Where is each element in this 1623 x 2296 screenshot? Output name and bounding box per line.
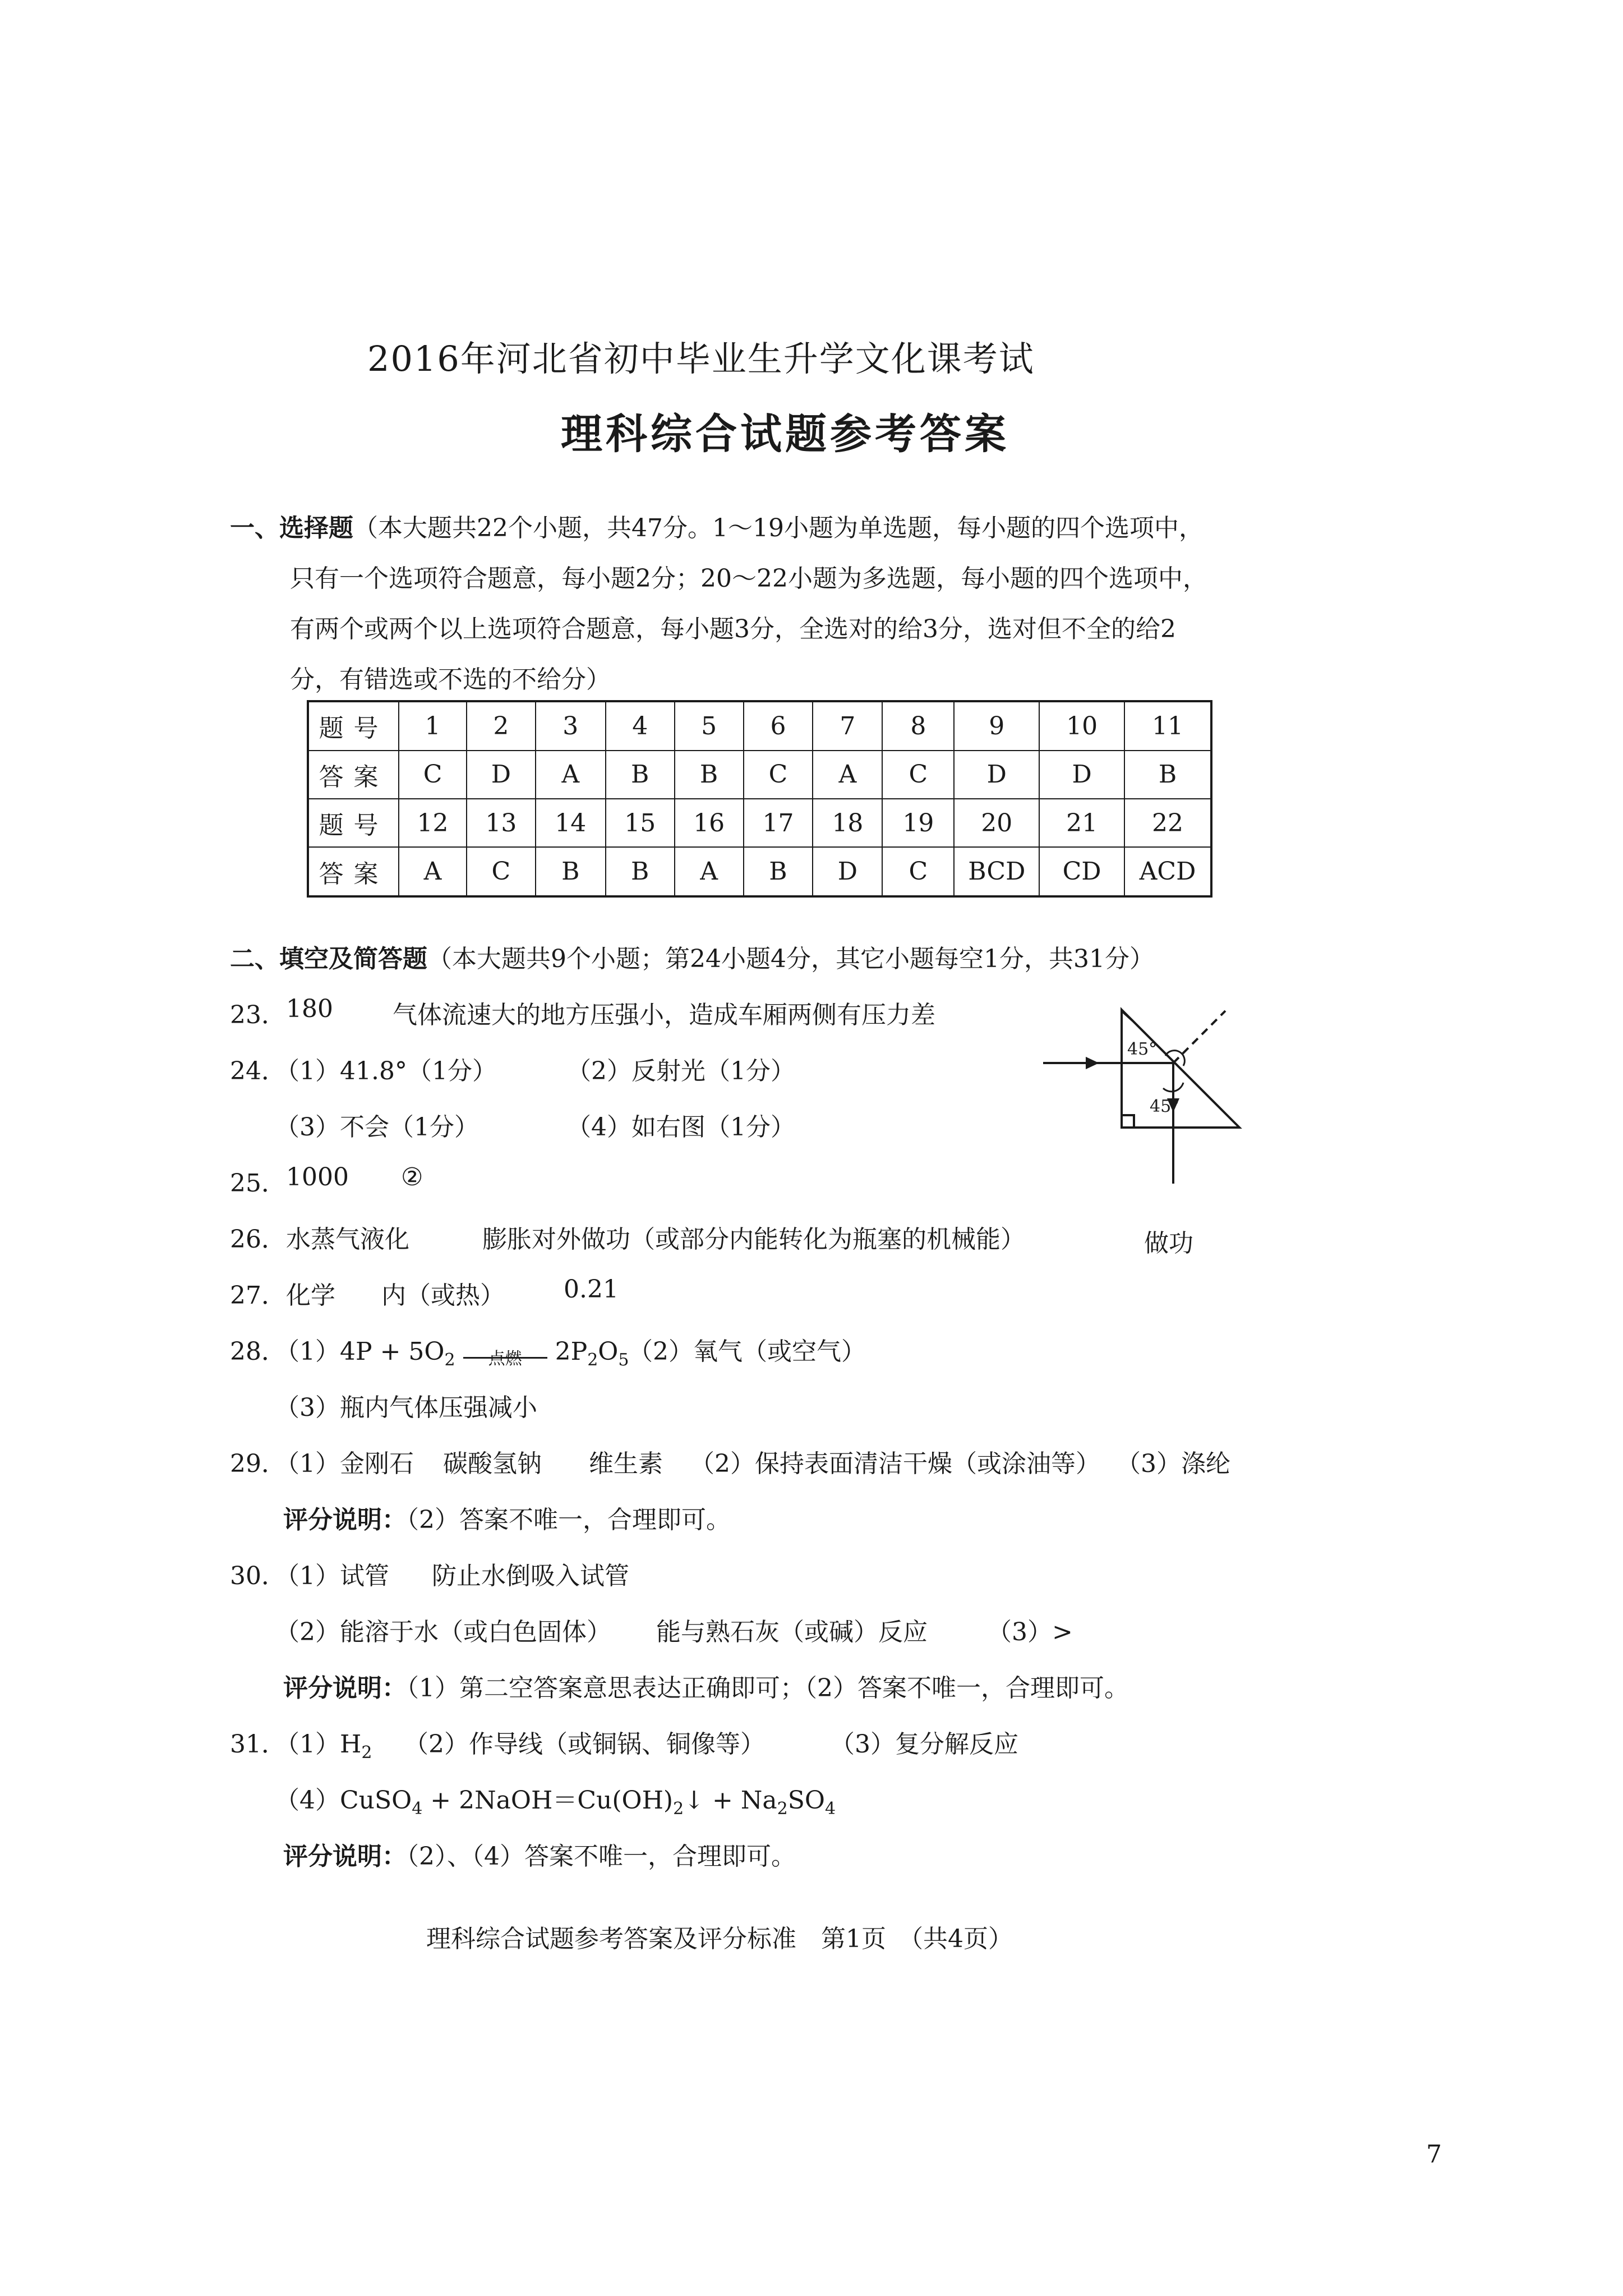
question-number: 11 <box>1124 701 1211 751</box>
question-number: 10 <box>1039 701 1124 751</box>
note-label: 评分说明： <box>283 1506 407 1534</box>
section1-text-1: （本大题共22个小题，共47分。1～19小题为单选题，每小题的四个选项中， <box>353 514 1204 542</box>
q26-answer-2: 膨胀对外做功（或部分内能转化为瓶塞的机械能） <box>482 1225 1025 1254</box>
subscript: 4 <box>824 1798 836 1819</box>
answer-cell: A <box>675 847 744 896</box>
q27-number: 27． <box>230 1281 286 1310</box>
answer-cell: C <box>882 847 954 896</box>
q31-note <box>283 1836 796 1872</box>
q27-answer-3: 0.21 <box>564 1275 619 1304</box>
q31-part3: （3）复分解反应 <box>830 1730 1018 1759</box>
q28-part3: （3）瓶内气体压强减小 <box>275 1393 537 1422</box>
section2-heading: 二、填空及简答题 <box>230 945 427 973</box>
question-number: 7 <box>813 701 882 751</box>
q30-part1b: 防止水倒吸入试管 <box>432 1562 629 1590</box>
eq-part: （4）CuSO <box>275 1786 412 1815</box>
question-number: 4 <box>606 701 675 751</box>
q29-number: 29． <box>230 1450 286 1478</box>
answer-cell: BCD <box>954 847 1039 896</box>
page-footer: 理科综合试题参考答案及评分标准 第1页 （共4页） <box>426 1925 1013 1953</box>
q29-part1c: 维生素 <box>589 1450 663 1478</box>
q24-part3: （3）不会（1分） <box>275 1113 479 1142</box>
q24-number: 24． <box>230 1057 286 1085</box>
question-number: 9 <box>954 701 1039 751</box>
note-text: （2）答案不唯一，合理即可。 <box>407 1506 731 1534</box>
question-number: 19 <box>882 799 954 847</box>
question-number: 22 <box>1124 799 1211 847</box>
question-number: 21 <box>1039 799 1124 847</box>
question-number: 5 <box>675 701 744 751</box>
prism-diagram <box>1043 1004 1256 1195</box>
answer-cell: D <box>467 751 536 799</box>
subscript: 5 <box>618 1350 629 1370</box>
q26-answer-1: 水蒸气液化 <box>286 1225 409 1254</box>
answer-cell: ACD <box>1124 847 1211 896</box>
section1-heading: 一、选择题 <box>230 514 353 542</box>
answer-cell: B <box>606 751 675 799</box>
subscript: 2 <box>587 1350 598 1370</box>
answer-cell: C <box>399 751 467 799</box>
subscript: 2 <box>361 1742 372 1763</box>
q29-part1b: 碳酸氢钠 <box>443 1450 542 1478</box>
answer-cell: B <box>675 751 744 799</box>
question-number: 15 <box>606 799 675 847</box>
question-number: 12 <box>399 799 467 847</box>
q27-answer-2: 内（或热） <box>381 1281 505 1310</box>
row-label: 题号 <box>308 799 399 847</box>
answer-cell: C <box>744 751 813 799</box>
section1-line1 <box>230 508 1204 544</box>
subscript: 2 <box>777 1798 788 1819</box>
q30-part2: （2）能溶于水（或白色固体） <box>275 1618 611 1646</box>
answer-cell: A <box>399 847 467 896</box>
question-number: 20 <box>954 799 1039 847</box>
question-number: 18 <box>813 799 882 847</box>
q24-part1: （1）41.8°（1分） <box>275 1057 497 1085</box>
question-number: 3 <box>536 701 606 751</box>
q24-part4: （4）如右图（1分） <box>566 1113 795 1142</box>
answer-cell: C <box>882 751 954 799</box>
answer-cell: A <box>813 751 882 799</box>
equation-reactants: （1）4P + 5O <box>275 1337 445 1366</box>
reaction-condition <box>463 1349 547 1370</box>
q28-part2: （2）氧气（或空气） <box>628 1337 866 1366</box>
q30-note <box>283 1668 1129 1704</box>
q29-part2: （2）保持表面清洁干燥（或涂油等） <box>690 1450 1100 1478</box>
subscript: 2 <box>444 1350 455 1370</box>
section1-text-2: 只有一个选项符合题意，每小题2分；20～22小题为多选题，每小题的四个选项中， <box>290 564 1207 593</box>
answer-cell: CD <box>1039 847 1124 896</box>
prism-triangle <box>1122 1010 1239 1128</box>
q23-answer-1: 180 <box>286 995 333 1023</box>
q23-answer-2: 气体流速大的地方压强小，造成车厢两侧有压力差 <box>393 1001 935 1029</box>
q31-part1 <box>275 1724 372 1763</box>
answer-cell: B <box>744 847 813 896</box>
note-label: 评分说明： <box>283 1842 407 1871</box>
answer-cell: B <box>536 847 606 896</box>
section2-desc: （本大题共9个小题；第24小题4分，其它小题每空1分，共31分） <box>427 945 1154 973</box>
q31-number: 31． <box>230 1730 286 1759</box>
q31-part2: （2）作导线（或铜锅、铜像等） <box>404 1730 765 1759</box>
q25-answer-1: 1000 <box>286 1163 349 1191</box>
q30-number: 30． <box>230 1562 286 1590</box>
question-number: 16 <box>675 799 744 847</box>
q29-part3: （3）涤纶 <box>1116 1450 1230 1478</box>
q23-number: 23． <box>230 1001 286 1029</box>
eq-part: + 2NaOH＝Cu(OH) <box>422 1786 674 1815</box>
note-text: （2）、（4）答案不唯一，合理即可。 <box>407 1842 796 1871</box>
q29-part1: （1）金刚石 <box>275 1450 414 1478</box>
question-number: 1 <box>399 701 467 751</box>
answer-cell: D <box>954 751 1039 799</box>
table-row <box>308 799 1211 847</box>
row-label: 题号 <box>308 701 399 751</box>
eq-part: SO <box>787 1786 825 1815</box>
answer-cell: B <box>1124 751 1211 799</box>
answer-table <box>307 700 1212 898</box>
q26-answer-3: 做功 <box>1144 1229 1193 1258</box>
page-number: 7 <box>1426 2140 1442 2169</box>
q26-number: 26． <box>230 1225 286 1254</box>
row-label: 答案 <box>308 751 399 799</box>
table-row <box>308 701 1211 751</box>
exam-title: 2016年河北省初中毕业生升学文化课考试 <box>367 338 1035 379</box>
answer-cell: C <box>467 847 536 896</box>
section1-text-4: 分，有错选或不选的不给分） <box>290 665 611 694</box>
section1-text-3: 有两个或两个以上选项符合题意，每小题3分，全选对的给3分，选对但不全的给2 <box>290 615 1176 643</box>
table-row <box>308 751 1211 799</box>
q30-part1: （1）试管 <box>275 1562 389 1590</box>
answer-title: 理科综合试题参考答案 <box>561 410 1009 458</box>
equation-product: 2P <box>555 1337 588 1366</box>
answer-cell: A <box>536 751 606 799</box>
right-angle-mark <box>1122 1115 1134 1128</box>
q29-note <box>283 1499 731 1535</box>
note-text: （1）第二空答案意思表达正确即可；（2）答案不唯一，合理即可。 <box>407 1674 1129 1703</box>
eq-part: ↓ + Na <box>684 1786 777 1815</box>
question-number: 6 <box>744 701 813 751</box>
answer-cell: B <box>606 847 675 896</box>
q28-number: 28． <box>230 1337 286 1366</box>
angle-label-bottom: 45° <box>1150 1097 1180 1116</box>
q31-equation <box>275 1780 836 1819</box>
incident-arrow-icon <box>1087 1059 1096 1068</box>
q28-equation <box>275 1331 629 1370</box>
question-number: 2 <box>467 701 536 751</box>
answer-cell: D <box>1039 751 1124 799</box>
q30-part2b: 能与熟石灰（或碱）反应 <box>656 1618 928 1646</box>
question-number: 14 <box>536 799 606 847</box>
q31-part1-text: （1）H <box>275 1730 362 1759</box>
q30-part3: （3）> <box>987 1618 1073 1646</box>
q25-number: 25． <box>230 1169 286 1198</box>
question-number: 8 <box>882 701 954 751</box>
answer-cell: D <box>813 847 882 896</box>
normal-line <box>1173 1011 1225 1063</box>
question-number: 17 <box>744 799 813 847</box>
q24-part2: （2）反射光（1分） <box>566 1057 795 1085</box>
q27-answer-1: 化学 <box>286 1281 335 1310</box>
subscript: 2 <box>673 1798 684 1819</box>
row-label: 答案 <box>308 847 399 896</box>
condition-label: 点燃 <box>488 1349 522 1369</box>
section2-header <box>230 938 1154 974</box>
table-row <box>308 847 1211 896</box>
q25-answer-2: ② <box>401 1163 423 1191</box>
question-number: 13 <box>467 799 536 847</box>
note-label: 评分说明： <box>283 1674 407 1703</box>
angle-label-top: 45° <box>1127 1039 1158 1059</box>
subscript: 4 <box>412 1798 423 1819</box>
prism-corner-mark <box>1122 1011 1133 1021</box>
equation-product-o: O <box>598 1337 619 1366</box>
